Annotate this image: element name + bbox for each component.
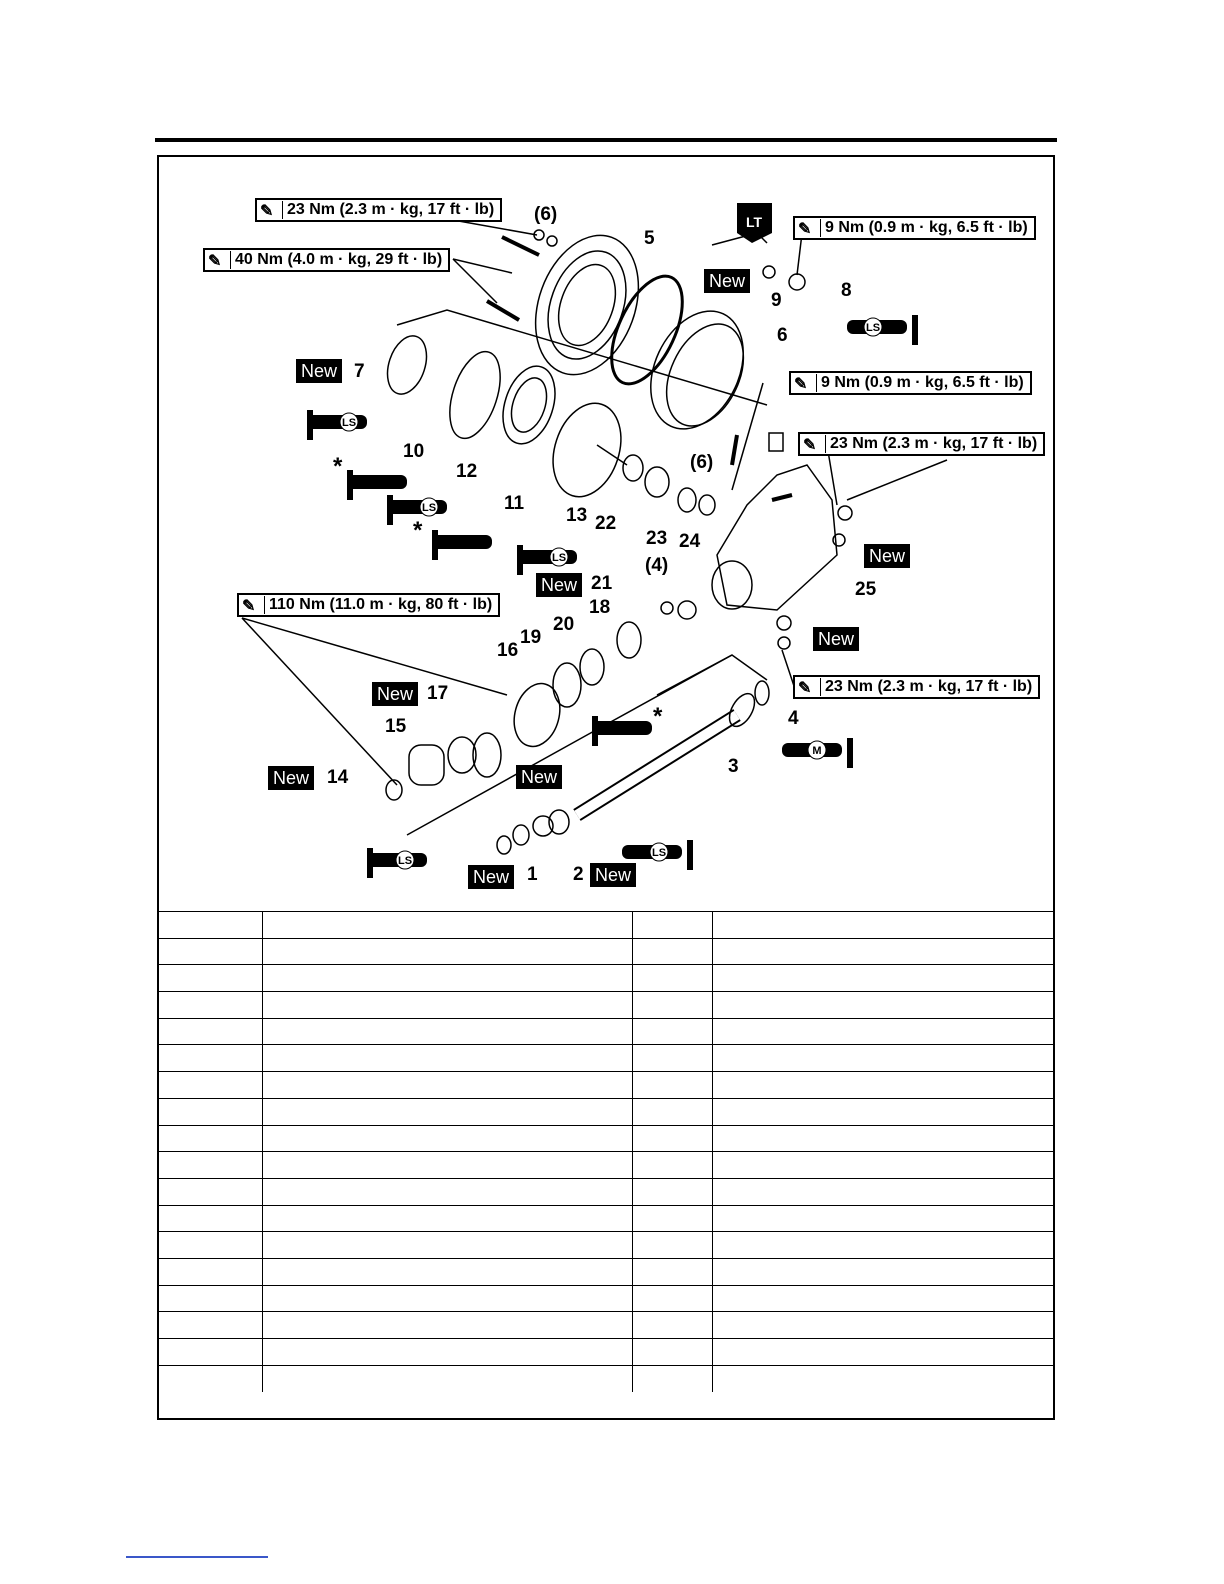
table-cell bbox=[712, 938, 1055, 965]
footer-link-underline bbox=[126, 1556, 268, 1558]
table-cell bbox=[712, 1339, 1055, 1366]
callout: 2 bbox=[573, 864, 584, 885]
table-cell bbox=[632, 1232, 712, 1259]
part-1-clip bbox=[497, 836, 511, 854]
part-7-seal bbox=[381, 331, 434, 399]
table-cell bbox=[632, 938, 712, 965]
table-cell bbox=[712, 1285, 1055, 1312]
table-cell bbox=[712, 1125, 1055, 1152]
table-row bbox=[157, 1312, 1055, 1339]
table-row bbox=[157, 1098, 1055, 1125]
grease-marker-ls: LS bbox=[421, 502, 437, 514]
part-22-bearing bbox=[645, 467, 669, 497]
table-cell bbox=[632, 1072, 712, 1099]
table-cell bbox=[157, 992, 262, 1019]
table-cell bbox=[632, 1339, 712, 1366]
callout: 13 bbox=[566, 505, 588, 526]
table-cell bbox=[262, 965, 632, 992]
callout: 23 bbox=[646, 528, 668, 549]
wrench-icon: ✎ bbox=[798, 678, 821, 696]
parts-table bbox=[157, 911, 1055, 1392]
table-cell bbox=[157, 1178, 262, 1205]
callout: (4) bbox=[645, 555, 669, 576]
callout: 6 bbox=[777, 325, 788, 346]
callout: 15 bbox=[385, 716, 407, 737]
table-cell bbox=[262, 1205, 632, 1232]
asterisk-mark: * bbox=[333, 453, 343, 480]
table-cell bbox=[712, 1098, 1055, 1125]
torque-spec: ✎ 23 Nm (2.3 m · kg, 17 ft · lb) bbox=[798, 432, 1045, 456]
table-cell bbox=[262, 1365, 632, 1392]
grease-marker-ls: LS bbox=[551, 552, 567, 564]
table-cell bbox=[157, 1125, 262, 1152]
new-part-label: New bbox=[590, 863, 636, 887]
grease-marker-ls: LS bbox=[341, 417, 357, 429]
table-cell bbox=[632, 1258, 712, 1285]
leader-line bbox=[453, 259, 512, 273]
callout: 17 bbox=[427, 683, 449, 704]
callout: 9 bbox=[771, 290, 782, 311]
table-cell bbox=[262, 1178, 632, 1205]
table-cell bbox=[262, 1098, 632, 1125]
part-5-housing bbox=[517, 221, 656, 389]
leader-line bbox=[847, 460, 947, 500]
part-25-bolt bbox=[838, 506, 852, 520]
callout: 20 bbox=[553, 614, 575, 635]
lt-marker: LT bbox=[745, 214, 763, 230]
part-25-case bbox=[717, 465, 837, 610]
callout: (6) bbox=[690, 452, 714, 473]
table-row bbox=[157, 1152, 1055, 1179]
case-plug bbox=[769, 433, 783, 451]
table-cell bbox=[632, 1205, 712, 1232]
new-part-label: New bbox=[268, 766, 314, 790]
asterisk-mark: * bbox=[413, 517, 423, 544]
table-cell bbox=[712, 1178, 1055, 1205]
part-17-seal bbox=[448, 737, 476, 773]
part-o-ring-2 bbox=[473, 733, 501, 777]
table-cell bbox=[262, 1312, 632, 1339]
new-part-label: New bbox=[468, 865, 514, 889]
torque-spec: ✎ 9 Nm (0.9 m · kg, 6.5 ft · lb) bbox=[789, 371, 1032, 395]
part-13-washer bbox=[623, 455, 643, 481]
torque-spec: ✎ 23 Nm (2.3 m · kg, 17 ft · lb) bbox=[255, 198, 502, 222]
table-cell bbox=[632, 965, 712, 992]
table-cell bbox=[262, 1125, 632, 1152]
table-cell bbox=[632, 992, 712, 1019]
new-part-label: New bbox=[704, 269, 750, 293]
wrench-icon: ✎ bbox=[260, 201, 283, 219]
table-cell bbox=[262, 1339, 632, 1366]
callout: 25 bbox=[855, 579, 877, 600]
new-part-label: New bbox=[813, 627, 859, 651]
callout: (6) bbox=[534, 204, 558, 225]
leader-line bbox=[453, 220, 537, 235]
table-cell bbox=[632, 1098, 712, 1125]
assembly-bracket bbox=[657, 655, 767, 695]
new-part-label: New bbox=[864, 544, 910, 568]
table-cell bbox=[262, 938, 632, 965]
table-cell bbox=[262, 1285, 632, 1312]
part-9-washer bbox=[763, 266, 775, 278]
torque-spec: ✎ 40 Nm (4.0 m · kg, 29 ft · lb) bbox=[203, 248, 450, 272]
table-cell bbox=[262, 1045, 632, 1072]
callout: 24 bbox=[679, 531, 701, 552]
part-19-bearing bbox=[553, 663, 581, 707]
callout: 19 bbox=[520, 627, 542, 648]
table-cell bbox=[712, 1365, 1055, 1392]
callout: 18 bbox=[589, 597, 611, 618]
drain-bolt bbox=[777, 616, 791, 630]
table-row bbox=[157, 938, 1055, 965]
new-part-label: New bbox=[372, 682, 418, 706]
table-cell bbox=[157, 1045, 262, 1072]
table-cell bbox=[157, 1152, 262, 1179]
table-row bbox=[157, 1072, 1055, 1099]
table-cell bbox=[632, 912, 712, 939]
part-o-ring bbox=[597, 266, 697, 395]
table-cell bbox=[712, 1258, 1055, 1285]
table-row bbox=[157, 1365, 1055, 1392]
table-row bbox=[157, 1285, 1055, 1312]
leader-line bbox=[453, 259, 497, 303]
table-cell bbox=[712, 1045, 1055, 1072]
table-cell bbox=[262, 912, 632, 939]
table-cell bbox=[262, 1152, 632, 1179]
part-21-seal bbox=[678, 601, 696, 619]
callout: 10 bbox=[403, 441, 425, 462]
grease-marker-m: M bbox=[812, 745, 822, 757]
part-8-bolt bbox=[789, 274, 805, 290]
part-10-ring bbox=[440, 345, 510, 444]
callout: 7 bbox=[354, 361, 365, 382]
table-cell bbox=[632, 1285, 712, 1312]
grease-marker-ls: LS bbox=[651, 847, 667, 859]
part-11-gear bbox=[542, 394, 633, 505]
table-row bbox=[157, 992, 1055, 1019]
table-cell bbox=[712, 965, 1055, 992]
wrench-icon: ✎ bbox=[803, 435, 826, 453]
new-part-label: New bbox=[536, 573, 582, 597]
table-cell bbox=[632, 1312, 712, 1339]
part-15-collar bbox=[409, 745, 444, 785]
wrench-icon: ✎ bbox=[798, 219, 821, 237]
table-cell bbox=[157, 1018, 262, 1045]
table-cell bbox=[632, 1178, 712, 1205]
table-cell bbox=[712, 1312, 1055, 1339]
table-row bbox=[157, 1205, 1055, 1232]
table-cell bbox=[712, 1072, 1055, 1099]
part-18-gear bbox=[617, 622, 641, 658]
table-cell bbox=[632, 1045, 712, 1072]
table-cell bbox=[157, 938, 262, 965]
part-24-spacer bbox=[699, 495, 715, 515]
table-cell bbox=[632, 1125, 712, 1152]
table-cell bbox=[157, 912, 262, 939]
table-cell bbox=[157, 1098, 262, 1125]
table-row bbox=[157, 1125, 1055, 1152]
table-row bbox=[157, 1258, 1055, 1285]
table-cell bbox=[157, 965, 262, 992]
new-part-label: New bbox=[296, 359, 342, 383]
header-rule bbox=[155, 138, 1057, 142]
part-16-nut bbox=[507, 678, 566, 751]
table-row bbox=[157, 1018, 1055, 1045]
callout: 3 bbox=[728, 756, 739, 777]
callout: 5 bbox=[644, 228, 655, 249]
callout: 22 bbox=[595, 513, 617, 534]
table-cell bbox=[712, 1152, 1055, 1179]
table-cell bbox=[712, 1232, 1055, 1259]
table-cell bbox=[712, 992, 1055, 1019]
wrench-icon: ✎ bbox=[794, 374, 817, 392]
wrench-icon: ✎ bbox=[242, 596, 265, 614]
table-row bbox=[157, 1232, 1055, 1259]
wrench-icon: ✎ bbox=[208, 251, 231, 269]
exploded-diagram bbox=[157, 155, 1055, 911]
table-row bbox=[157, 1178, 1055, 1205]
part-23-seal bbox=[678, 488, 696, 512]
callout: 16 bbox=[497, 640, 519, 661]
table-cell bbox=[262, 1072, 632, 1099]
table-row bbox=[157, 912, 1055, 939]
part-4-spacer bbox=[755, 681, 769, 705]
table-cell bbox=[157, 1339, 262, 1366]
table-cell bbox=[632, 1018, 712, 1045]
table-cell bbox=[157, 1205, 262, 1232]
asterisk-mark: * bbox=[653, 703, 663, 730]
table-cell bbox=[262, 1018, 632, 1045]
table-cell bbox=[157, 1258, 262, 1285]
callout: 21 bbox=[591, 573, 613, 594]
table-cell bbox=[157, 1312, 262, 1339]
torque-spec: ✎ 9 Nm (0.9 m · kg, 6.5 ft · lb) bbox=[793, 216, 1036, 240]
callout: 8 bbox=[841, 280, 852, 301]
torque-spec: ✎ 110 Nm (11.0 m · kg, 80 ft · lb) bbox=[237, 593, 500, 617]
callout: 14 bbox=[327, 767, 349, 788]
grease-marker-ls: LS bbox=[397, 855, 413, 867]
new-part-label: New bbox=[516, 765, 562, 789]
table-cell bbox=[632, 1152, 712, 1179]
table-cell bbox=[157, 1365, 262, 1392]
table-cell bbox=[712, 1205, 1055, 1232]
callout: 1 bbox=[527, 864, 538, 885]
table-cell bbox=[157, 1285, 262, 1312]
table-cell bbox=[262, 1258, 632, 1285]
table-cell bbox=[262, 1232, 632, 1259]
grease-marker-ls: LS bbox=[865, 322, 881, 334]
table-cell bbox=[157, 1232, 262, 1259]
callout: 4 bbox=[788, 708, 799, 729]
table-cell bbox=[712, 912, 1055, 939]
part-14-nut bbox=[386, 780, 402, 800]
table-row bbox=[157, 1045, 1055, 1072]
table-cell bbox=[712, 1018, 1055, 1045]
part-12-bearing bbox=[494, 360, 564, 451]
table-row bbox=[157, 1339, 1055, 1366]
table-row bbox=[157, 965, 1055, 992]
table-cell bbox=[632, 1365, 712, 1392]
part-20-ring bbox=[580, 649, 604, 685]
callout: 12 bbox=[456, 461, 478, 482]
table-cell bbox=[262, 992, 632, 1019]
torque-spec: ✎ 23 Nm (2.3 m · kg, 17 ft · lb) bbox=[793, 675, 1040, 699]
callout: 11 bbox=[504, 493, 525, 514]
table-cell bbox=[157, 1072, 262, 1099]
